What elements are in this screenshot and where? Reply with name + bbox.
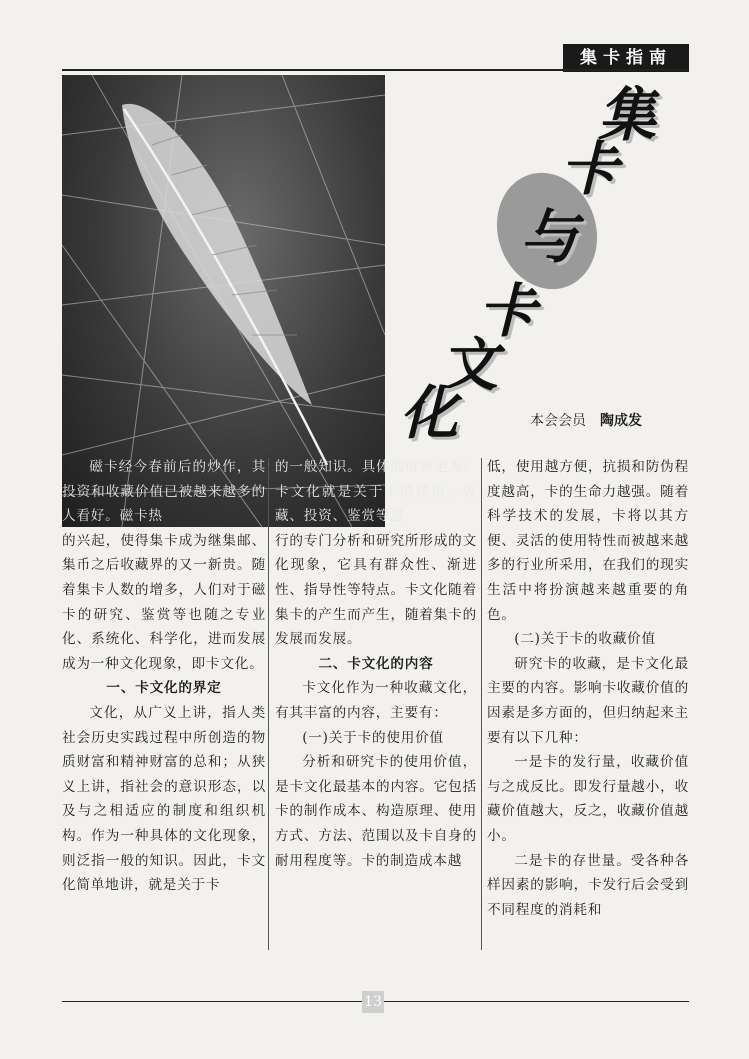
text-column-2 [275,455,477,873]
page-number: 13 [362,991,384,1013]
header-rule [62,69,689,71]
subheading-collection-value: (二)关于卡的收藏价值 [514,631,656,648]
title-char-6: 化 [400,379,459,447]
paragraph-content: 卡文化作为一种收藏文化，有其丰富的内容，主要有： [275,680,477,721]
subheading-use-value: (一)关于卡的使用价值 [302,729,444,746]
paragraph-use-value-cont: 低，使用越方便，抗损和防伪程度越高，卡的生命力越强。随着科学技术的发展，卡将以其方便、灵活的使用特性而被越来越多的行业所采用，在我们的现实生活中将扮演越来越重要的角色。 [487,459,689,623]
title-char-2: 卡 [560,135,619,203]
section-tag: 集卡指南 [563,44,689,72]
paragraph-collection-value: 研究卡的收藏，是卡文化最主要的内容。影响卡收藏价值的因素是多方面的，但归纳起来主要有以下几种： [487,655,689,746]
column-divider-1 [268,458,269,950]
title-char-5: 文 [440,331,499,399]
paragraph-issue-quantity: 一是卡的发行量，收藏价值与之成反比。即发行量越小，收藏价值越大，反之，收藏价值越小。 [487,754,689,844]
paragraph-definition-cont: 行的专门分析和研究所形成的文化现象，它具有群众性、渐进性、指导性等特点。卡文化随着集卡的产生而产生，随着集卡的发展而发展。 [275,532,477,648]
author-line [530,410,642,430]
paragraph-intro: 的兴起，使得集卡成为继集邮、集币之后收藏界的又一新贵。随着集卡人数的增多，人们对于磁卡的研究、鉴赏等也随之专业化、系统化、科学化，进而发展成为一种文化现象，即卡文化。 [62,532,266,672]
title-char-3: 与 [520,203,579,271]
title-char-1: 集 [598,81,657,149]
heading-definition: 一、卡文化的界定 [106,680,222,697]
author-name: 陶成发 [600,413,642,429]
paragraph-use-value: 分析和研究卡的使用价值，是卡文化最基本的内容。它包括卡的制作成本、构造原理、使用方式、方法、范围以及卡自身的耐用程度等。卡的制造成本越 [275,754,477,869]
paragraph-definition: 文化，从广义上讲，指人类社会历史实践过程中所创造的物质财富和精神财富的总和；从狭义上讲，指社会的意识形态，以及与之相适应的制度和组织机构。作为一种具体的文化现象，则泛指一般的知识。因此，卡文化简单地讲，就是关于卡 [62,704,266,894]
author-prefix: 本会会员 [530,413,586,429]
paragraph-definition-cont-overlap: 的一般知识。具体的可界定为：卡文化就是关于卡的使用、收藏、投资、鉴赏等进 [275,459,477,525]
title-char-4: 卡 [478,277,537,345]
paragraph-surviving-quantity: 二是卡的存世量。受各种各样因素的影响，卡发行后会受到不同程度的消耗和 [487,852,689,918]
column-divider-2 [481,458,482,950]
paragraph-intro-overlap: 磁卡经今春前后的炒作，其投资和收藏价值已被越来越多的人看好。磁卡热 [62,459,266,525]
heading-content: 二、卡文化的内容 [318,655,434,672]
text-column-1 [62,455,266,898]
text-column-3 [487,455,689,922]
